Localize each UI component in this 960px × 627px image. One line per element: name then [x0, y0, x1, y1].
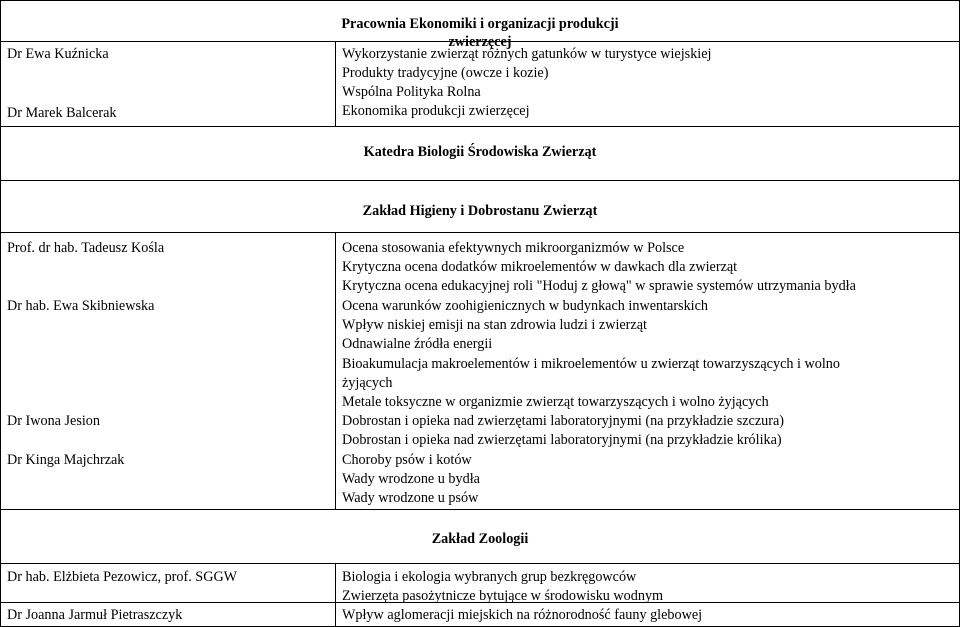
research-topic: Biologia i ekologia wybranych grup bezkręgowców [342, 569, 637, 585]
person-name: Dr Marek Balcerak [7, 105, 117, 121]
research-topic: Wpływ aglomeracji miejskich na różnorodność fauny glebowej [342, 607, 703, 623]
person-name: Dr Kinga Majchrzak [7, 452, 125, 468]
section-heading: Pracownia Ekonomiki i organizacji produkcji zwierzęcej [341, 16, 619, 50]
research-topic: Wykorzystanie zwierząt różnych gatunków w turystyce wiejskiej [342, 46, 712, 62]
person-name: Dr Iwona Jesion [7, 413, 100, 429]
research-topic: Choroby psów i kotów [342, 452, 472, 468]
research-topic: Dobrostan i opieka nad zwierzętami laboratoryjnymi (na przykładzie szczura) [342, 413, 784, 429]
research-topic: Wpływ niskiej emisji na stan zdrowia ludzi i zwierząt [342, 317, 647, 333]
column-divider [335, 563, 336, 627]
department-heading: Katedra Biologii Środowiska Zwierząt [363, 144, 597, 160]
section-heading: Zakład Higieny i Dobrostanu Zwierząt [362, 203, 598, 219]
row-divider [0, 563, 960, 564]
research-topic: Zwierzęta pasożytnicze bytujące w środowisku wodnym [342, 588, 664, 604]
research-topic: żyjących [342, 375, 393, 391]
research-topic: Wady wrodzone u psów [342, 490, 479, 506]
research-topic: Dobrostan i opieka nad zwierzętami laboratoryjnymi (na przykładzie królika) [342, 432, 782, 448]
research-topic: Krytyczna ocena dodatków mikroelementów w dawkach dla zwierząt [342, 259, 738, 275]
section-heading: Zakład Zoologii [431, 531, 529, 547]
research-topic: Ekonomika produkcji zwierzęcej [342, 103, 530, 119]
row-divider [0, 232, 960, 233]
row-divider [0, 180, 960, 181]
table-border-top [0, 0, 960, 1]
person-name: Dr Ewa Kuźnicka [7, 46, 109, 62]
row-divider [0, 509, 960, 510]
research-topic: Ocena warunków zoohigienicznych w budynkach inwentarskich [342, 298, 708, 314]
person-name: Dr hab. Elżbieta Pezowicz, prof. SGGW [7, 569, 238, 585]
person-name: Dr Joanna Jarmuł Pietraszczyk [7, 607, 183, 623]
row-divider [0, 126, 960, 127]
research-topic: Wady wrodzone u bydła [342, 471, 480, 487]
research-topic: Metale toksyczne w organizmie zwierząt towarzyszących i wolno żyjących [342, 394, 769, 410]
person-name: Dr hab. Ewa Skibniewska [7, 298, 155, 314]
person-name: Prof. dr hab. Tadeusz Kośla [7, 240, 165, 256]
column-divider [335, 232, 336, 509]
research-topic: Odnawialne źródła energii [342, 336, 493, 352]
research-topic: Produkty tradycyjne (owcze i kozie) [342, 65, 549, 81]
research-topic: Bioakumulacja makroelementów i mikroelementów u zwierząt towarzyszących i wolno [342, 356, 840, 372]
research-topic: Ocena stosowania efektywnych mikroorganizmów w Polsce [342, 240, 685, 256]
column-divider [335, 41, 336, 126]
research-topic: Wspólna Polityka Rolna [342, 84, 481, 100]
research-topic: Krytyczna ocena edukacyjnej roli "Hoduj z głową" w sprawie systemów utrzymania bydła [342, 278, 856, 294]
